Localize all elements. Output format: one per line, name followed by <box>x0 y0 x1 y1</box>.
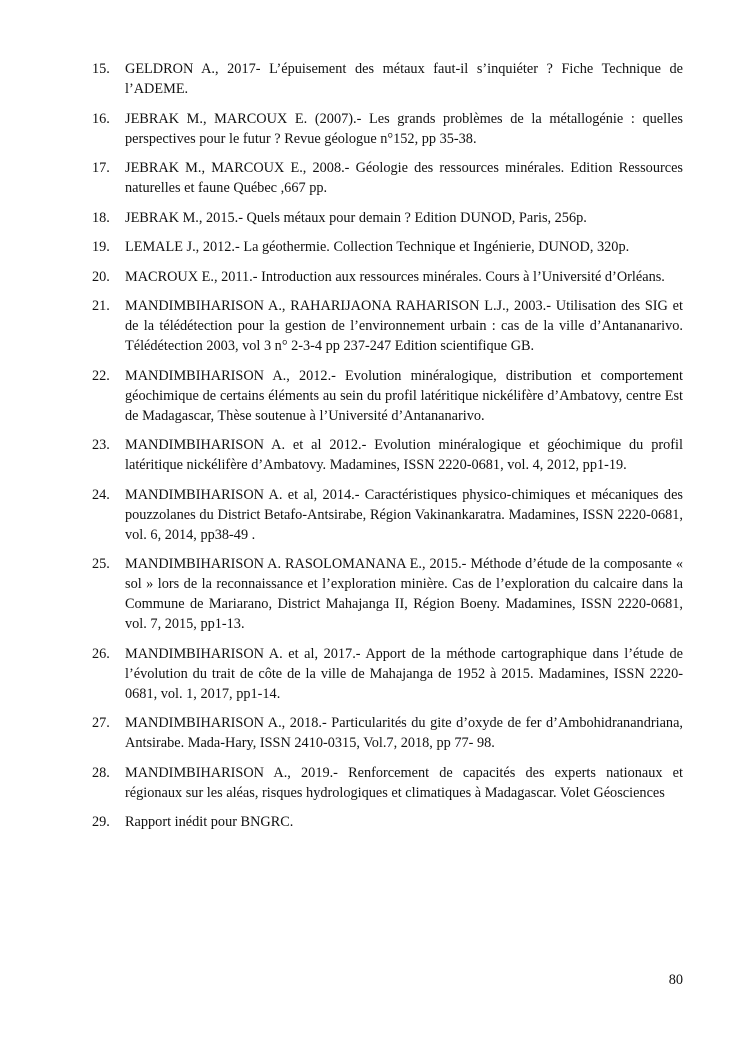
reference-text: JEBRAK M., MARCOUX E. (2007).- Les grands problèmes de la métallogénie : quelles perspectives pour le futur ? Revue géologue n°152, pp 35-38. <box>125 110 683 147</box>
reference-item <box>92 435 683 475</box>
reference-text: MANDIMBIHARISON A., 2019.- Renforcement de capacités des experts nationaux et régionaux sur les aléas, risques hydrologiques et climatiques à Madagascar. Volet Géosciences <box>125 764 683 801</box>
reference-text: MANDIMBIHARISON A. RASOLOMANANA E., 2015.- Méthode d’étude de la composante « sol » lors de la reconnaissance et l’exploration minière. Cas de l’exploration du calcaire dans la Commune de Mariarano, District Mahajanga II, Région Boeny. Madamines, ISSN 2220-0681, vol. 7, 2015, pp1-13. <box>125 556 683 632</box>
reference-item <box>92 366 683 426</box>
reference-text: Rapport inédit pour BNGRC. <box>125 814 294 830</box>
reference-text: JEBRAK M., 2015.- Quels métaux pour demain ? Edition DUNOD, Paris, 256p. <box>125 209 587 226</box>
reference-number: 26. <box>92 645 110 662</box>
reference-number: 29. <box>92 814 110 830</box>
reference-item <box>92 109 683 149</box>
reference-text: MANDIMBIHARISON A., 2018.- Particularités du gite d’oxyde de fer d’Ambohidranandriana, Antsirabe. Mada-Hary, ISSN 2410-0315, Vol.7, 2018, pp 77- 98. <box>125 715 683 751</box>
reference-number: 15. <box>92 61 110 77</box>
reference-text: JEBRAK M., MARCOUX E., 2008.- Géologie des ressources minérales. Edition Ressources naturelles et faune Québec ,667 pp. <box>125 160 683 196</box>
reference-number: 25. <box>92 556 110 572</box>
reference-item <box>92 237 683 257</box>
reference-item <box>92 644 683 704</box>
reference-item <box>92 485 683 545</box>
reference-item <box>92 554 683 634</box>
reference-item <box>92 763 683 803</box>
reference-text: MACROUX E., 2011.- Introduction aux ressources minérales. Cours à l’Université d’Orléans. <box>125 268 665 285</box>
reference-number: 23. <box>92 437 110 453</box>
reference-text: MANDIMBIHARISON A. et al 2012.- Evolution minéralogique et géochimique du profil latéritique nickélifère d’Ambatovy. Madamines, ISSN 2220-0681, vol. 4, 2012, pp1-19. <box>125 437 683 473</box>
reference-number: 27. <box>92 715 110 731</box>
reference-number: 28. <box>92 764 110 781</box>
reference-text: MANDIMBIHARISON A. et al, 2017.- Apport de la méthode cartographique dans l’étude de l’évolution du trait de côte de la ville de Mahajanga de 1952 à 2015. Madamines, ISSN 2220-0681, vol. 1, 2017, pp1-14. <box>125 645 683 702</box>
reference-item <box>92 812 683 832</box>
reference-list <box>92 59 683 842</box>
reference-number: 21. <box>92 298 110 314</box>
reference-text: GELDRON A., 2017- L’épuisement des métaux faut-il s’inquiéter ? Fiche Technique de l’ADEME. <box>125 61 683 97</box>
page-number: 80 <box>668 972 683 988</box>
reference-text: MANDIMBIHARISON A., 2012.- Evolution minéralogique, distribution et comportement géochimique de certains éléments au sein du profil latéritique nickélifère d’Ambatovy, centre Est de Madagascar, Thèse soutenue à l’Université d’Antananarivo. <box>125 367 683 424</box>
reference-number: 17. <box>92 160 110 176</box>
reference-text: MANDIMBIHARISON A. et al, 2014.- Caractéristiques physico-chimiques et mécaniques des pouzzolanes du District Betafo-Antsirabe, Région Vakinankaratra. Madamines, ISSN 2220-0681, vol. 6, 2014, pp38-49 . <box>125 486 683 543</box>
reference-number: 18. <box>92 209 110 226</box>
reference-number: 24. <box>92 486 110 503</box>
reference-number: 20. <box>92 268 110 285</box>
reference-number: 22. <box>92 367 110 384</box>
reference-item <box>92 296 683 356</box>
reference-text: MANDIMBIHARISON A., RAHARIJAONA RAHARISON L.J., 2003.- Utilisation des SIG et de la télédétection pour la gestion de l’environnement urbain : cas de la ville d’Antananarivo. Télédétection 2003, vol 3 n° 2-3-4 pp 237-247 Edition scientifique GB. <box>125 298 683 354</box>
reference-item <box>92 208 683 228</box>
reference-item <box>92 713 683 753</box>
reference-number: 19. <box>92 239 110 255</box>
reference-item <box>92 158 683 198</box>
reference-item <box>92 59 683 99</box>
reference-item <box>92 267 683 287</box>
reference-text: LEMALE J., 2012.- La géothermie. Collection Technique et Ingénierie, DUNOD, 320p. <box>125 239 630 255</box>
reference-number: 16. <box>92 110 110 127</box>
